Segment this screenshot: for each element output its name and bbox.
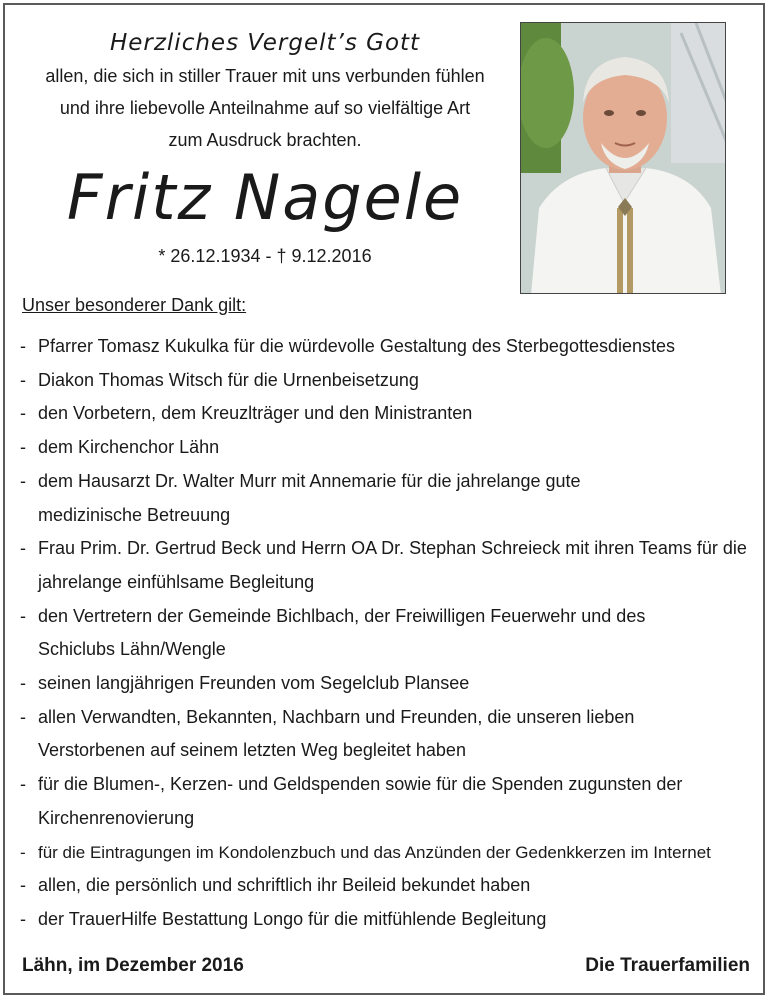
thanks-item: - allen Verwandten, Bekannten, Nachbarn und Freunden, die unseren lieben Verstorbenen auf seinem letzten Weg begleitet haben — [20, 701, 688, 768]
life-dates: * 26.12.1934 - † 9.12.2016 — [158, 246, 372, 266]
place-date: Lähn, im Dezember 2016 — [22, 955, 244, 976]
thanks-item: - den Vertretern der Gemeinde Bichlbach, der Freiwilligen Feuerwehr und des Schiclubs Lähn/Wengle — [20, 600, 678, 667]
thanks-item: - Diakon Thomas Witsch für die Urnenbeisetzung — [20, 364, 755, 398]
thanks-list — [20, 330, 755, 937]
intro-line: zum Ausdruck brachten. — [168, 130, 362, 150]
thanks-item: - für die Blumen-, Kerzen- und Geldspenden sowie für die Spenden zugunsten der Kirchenrenovierung — [20, 768, 688, 835]
portrait-photo — [520, 22, 726, 294]
intro-line: allen, die sich in stiller Trauer mit uns verbunden fühlen — [45, 66, 485, 86]
thanks-item: - der TrauerHilfe Bestattung Longo für die mitfühlende Begleitung — [20, 903, 755, 937]
thanks-item: - allen, die persönlich und schriftlich ihr Beileid bekundet haben — [20, 869, 755, 903]
thanks-item: - Pfarrer Tomasz Kukulka für die würdevolle Gestaltung des Sterbegottesdienstes — [20, 330, 755, 364]
thanks-item: - dem Hausarzt Dr. Walter Murr mit Annemarie für die jahrelange gute medizinische Betreuung — [20, 465, 598, 532]
greeting-heading: Herzliches Vergelt’s Gott — [109, 30, 421, 56]
thanks-heading: Unser besonderer Dank gilt: — [22, 295, 247, 315]
deceased-name: Fritz Nagele — [66, 161, 464, 234]
thanks-item: - Frau Prim. Dr. Gertrud Beck und Herrn OA Dr. Stephan Schreieck mit ihren Teams für die jahrelange einfühlsame Begleitung — [20, 532, 755, 599]
signature: Die Trauerfamilien — [585, 955, 750, 976]
thanks-item: - seinen langjährigen Freunden vom Segelclub Plansee — [20, 667, 755, 701]
intro-line: und ihre liebevolle Anteilnahme auf so vielfältige Art — [59, 98, 471, 118]
thanks-item: - den Vorbetern, dem Kreuzlträger und den Ministranten — [20, 397, 755, 431]
thanks-item: - für die Eintragungen im Kondolenzbuch und das Anzünden der Gedenkkerzen im Internet — [20, 836, 755, 870]
thanks-item: - dem Kirchenchor Lähn — [20, 431, 755, 465]
portrait-illustration — [521, 23, 726, 294]
